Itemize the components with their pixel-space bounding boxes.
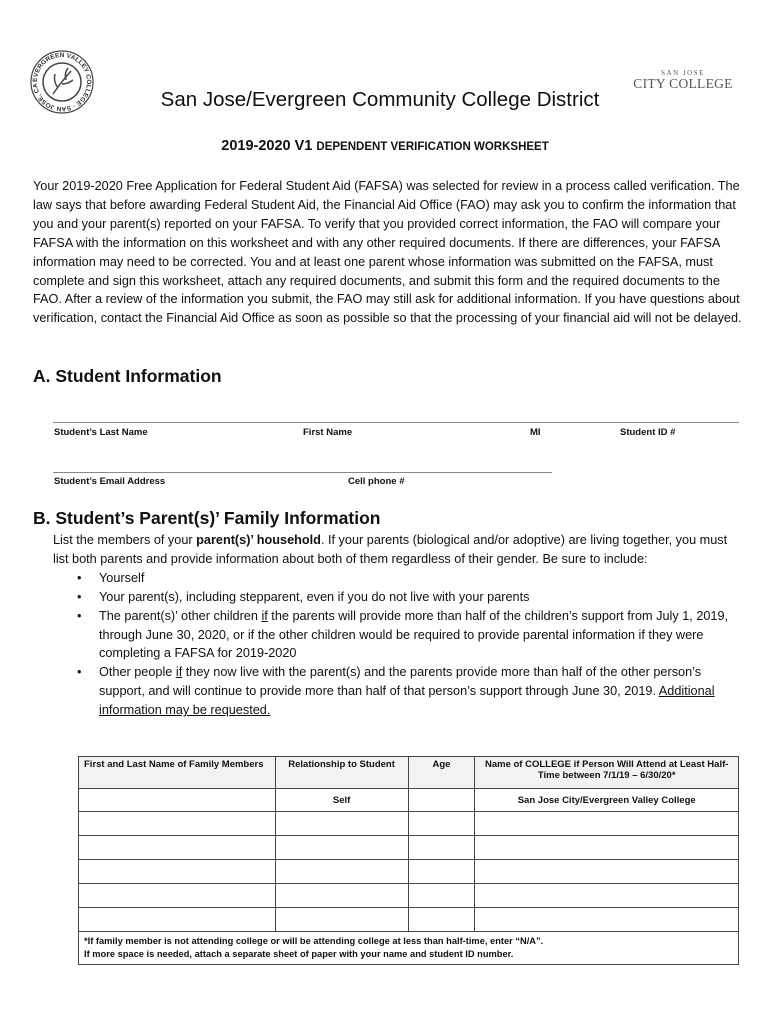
worksheet-title: 2019-2020 V1 DEPENDENT VERIFICATION WORKSHEET	[221, 138, 549, 154]
seal-ring-text: EVERGREEN VALLEY COLLEGE · SAN JOSE, CA	[31, 51, 93, 113]
header-college: Name of COLLEGE if Person Will Attend at Least Half-Time between 7/1/19 – 6/30/20*	[475, 757, 739, 789]
table-header-row	[79, 757, 739, 789]
name-cell[interactable]	[79, 860, 276, 884]
college-cell: San Jose City/Evergreen Valley College	[475, 789, 739, 812]
name-cell[interactable]	[79, 908, 276, 932]
cell-phone-label: Cell phone #	[348, 476, 405, 487]
table-row	[79, 860, 739, 884]
intro-paragraph: Your 2019-2020 Free Application for Federal Student Aid (FAFSA) was selected for review in a process called verification. The law says that before awarding Federal Student Aid, the Financial Aid Office (FAO) may ask you to confirm the information that you and your parent(s) reported on your FAFSA. To verify that you provided correct information, the FAO will compare your FAFSA with the information on this worksheet and with any other required documents. If there are differences, your FAFSA information may need to be corrected. You and at least one parent whose information was submitted on the FAFSA, must complete and sign this worksheet, attach any required documents, and submit this form and the required documents to the FAO. After a review of the information you submit, the FAO may still ask for additional information. If you have questions about verification, contact the Financial Aid Office as soon as possible so that the processing of your financial aid will not be delayed.	[33, 179, 742, 326]
footnote-na: *If family member is not attending college or will be attending college at less than half-time, enter “N/A”.	[84, 936, 544, 946]
age-cell[interactable]	[408, 836, 475, 860]
list-item: • Other people if they now live with the parent(s) and the parents provide more than half of the other person’s support, and will continue to provide more than half of that person’s support through June 30, 2019. Additional information may be requested.	[77, 665, 715, 718]
table-footnote-row	[79, 932, 739, 965]
age-cell[interactable]	[408, 789, 475, 812]
name-cell[interactable]	[79, 812, 276, 836]
contact-fields-line[interactable]	[53, 472, 552, 473]
last-name-label: Student’s Last Name	[54, 427, 148, 438]
college-cell[interactable]	[475, 908, 739, 932]
college-cell[interactable]	[475, 860, 739, 884]
san-jose-city-college-logo: SAN JOSE CITY COLLEGE	[633, 69, 733, 91]
name-cell[interactable]	[79, 789, 276, 812]
age-cell[interactable]	[408, 884, 475, 908]
table-row	[79, 789, 739, 812]
email-label: Student’s Email Address	[54, 476, 166, 487]
college-cell[interactable]	[475, 836, 739, 860]
relationship-cell[interactable]	[275, 836, 408, 860]
list-item: • Your parent(s), including stepparent, even if you do not live with your parents	[77, 589, 530, 604]
relationship-cell[interactable]	[275, 884, 408, 908]
table-row	[79, 908, 739, 932]
list-item: • The parent(s)’ other children if the parents will provide more than half of the children’s support from July 1, 2019, through June 30, 2020, or if the other children would be required to provide parental information if they were completing a FAFSA for 2019-2020	[77, 608, 729, 661]
relationship-cell[interactable]	[275, 860, 408, 884]
student-id-label: Student ID #	[620, 427, 676, 438]
age-cell[interactable]	[408, 812, 475, 836]
header-name: First and Last Name of Family Members	[79, 757, 276, 789]
list-item: • Yourself	[77, 570, 145, 585]
footnote-more-space: If more space is needed, attach a separate sheet of paper with your name and student ID number.	[84, 949, 514, 959]
age-cell[interactable]	[408, 860, 475, 884]
district-title: San Jose/Evergreen Community College District	[160, 88, 600, 111]
section-a-heading: A. Student Information	[33, 366, 222, 386]
age-cell[interactable]	[408, 908, 475, 932]
name-cell[interactable]	[79, 884, 276, 908]
relationship-cell[interactable]	[275, 812, 408, 836]
section-b-heading: B. Student’s Parent(s)’ Family Information	[33, 508, 381, 528]
mi-label: MI	[530, 427, 541, 438]
household-bullet-list	[53, 569, 743, 720]
relationship-cell[interactable]	[275, 908, 408, 932]
table-row	[79, 836, 739, 860]
table-row	[79, 884, 739, 908]
table-row	[79, 812, 739, 836]
name-fields-line[interactable]	[53, 422, 739, 423]
section-b-instructions: List the members of your parent(s)’ household. If your parents (biological and/or adoptive) are living together, you must list both parents and provide information about both of them regardless of their gender. Be sure to include: • Yourself • Your parent(s), including stepparent, even if you do not live with your parents • The parent(s)’ other children if the parents will provide more than half of the children’s support from July 1, 2019, through June 30, 2020, or if the other children would be required to provide parental information if they were completing a FAFSA for 2019-2020 • Other people if they now live with the parent(s) and the parents provide more than half of the other person’s support, and will continue to provide more than half of that person’s support through June 30, 2019. Additional information may be requested.	[53, 531, 743, 720]
header-age: Age	[408, 757, 475, 789]
family-members-table	[78, 756, 739, 965]
relationship-cell: Self	[275, 789, 408, 812]
header-relationship: Relationship to Student	[275, 757, 408, 789]
college-cell[interactable]	[475, 812, 739, 836]
college-cell[interactable]	[475, 884, 739, 908]
first-name-label: First Name	[303, 427, 353, 438]
name-cell[interactable]	[79, 836, 276, 860]
